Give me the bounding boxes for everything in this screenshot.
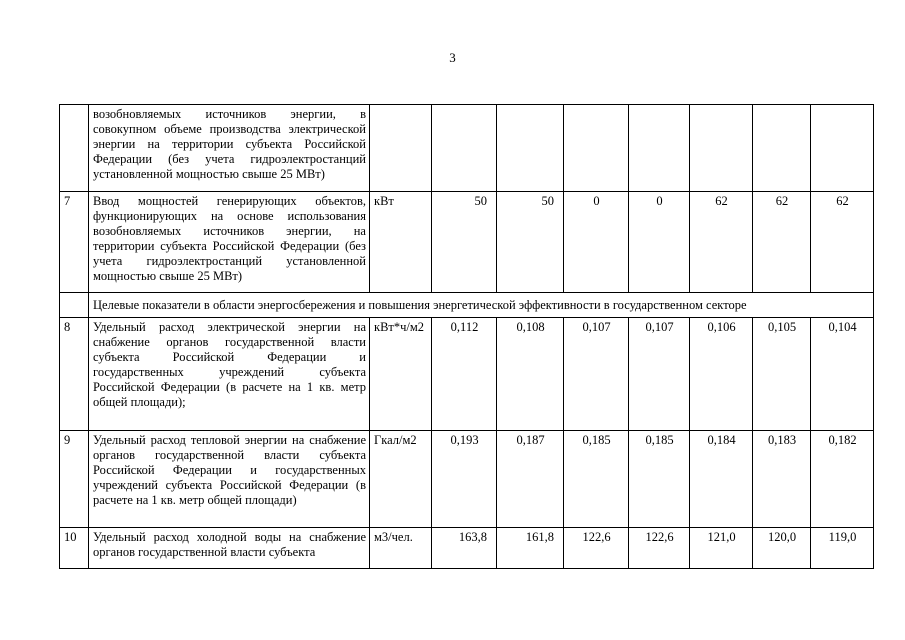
- table-row-9: [60, 431, 874, 528]
- indicator-description: Ввод мощностей генерирующих объектов, функционирующих на основе использования возобновляемых источников энергии, на территории субъекта Российской Федерации (без учета гидроэлектростанций установленной мощностью свыше 25 МВт): [89, 192, 370, 293]
- row-number-cell: 8: [60, 318, 89, 431]
- value-cell: 0,185: [564, 431, 629, 528]
- table-row-8: [60, 318, 874, 431]
- value-cell: 62: [811, 192, 874, 293]
- value-cell: 0,185: [629, 431, 690, 528]
- value-cell: 120,0: [753, 528, 811, 569]
- value-cell: 0,107: [629, 318, 690, 431]
- table-row-continuation: [60, 105, 874, 192]
- row-number-cell: [60, 293, 89, 318]
- page-number: 3: [449, 50, 456, 65]
- value-cell: 50: [432, 192, 497, 293]
- indicator-description: Удельный расход тепловой энергии на снабжение органов государственной власти субъекта Российской Федерации и государственных учреждений субъекта Российской Федерации (в расчете на 1 кв. метр общей площади): [89, 431, 370, 528]
- value-cell: 0,183: [753, 431, 811, 528]
- value-cell: [753, 105, 811, 192]
- value-cell: 50: [497, 192, 564, 293]
- value-cell: 62: [690, 192, 753, 293]
- table-section-row: [60, 293, 874, 318]
- unit-cell: кВт*ч/м2: [370, 318, 432, 431]
- value-cell: 0,108: [497, 318, 564, 431]
- unit-cell: кВт: [370, 192, 432, 293]
- unit-cell: [370, 105, 432, 192]
- value-cell: 121,0: [690, 528, 753, 569]
- unit-cell: м3/чел.: [370, 528, 432, 569]
- value-cell: 163,8: [432, 528, 497, 569]
- section-heading: Целевые показатели в области энергосбережения и повышения энергетической эффективности в государственном секторе: [89, 293, 874, 318]
- indicator-description: Удельный расход холодной воды на снабжение органов государственной власти субъекта: [89, 528, 370, 569]
- value-cell: 119,0: [811, 528, 874, 569]
- value-cell: 122,6: [564, 528, 629, 569]
- table-row-7: [60, 192, 874, 293]
- indicator-description: Удельный расход электрической энергии на снабжение органов государственной власти субъекта Российской Федерации и государственных учреждений субъекта Российской Федерации (в расчете на 1 кв. метр общей площади);: [89, 318, 370, 431]
- value-cell: 0,104: [811, 318, 874, 431]
- value-cell: 0: [629, 192, 690, 293]
- row-number-cell: 7: [60, 192, 89, 293]
- value-cell: 0,182: [811, 431, 874, 528]
- row-number-cell: 10: [60, 528, 89, 569]
- value-cell: [629, 105, 690, 192]
- value-cell: 0,187: [497, 431, 564, 528]
- value-cell: [432, 105, 497, 192]
- indicators-table: [59, 104, 874, 569]
- row-number-cell: 9: [60, 431, 89, 528]
- value-cell: 0: [564, 192, 629, 293]
- indicator-description: возобновляемых источников энергии, в совокупном объеме производства электрической энергии на территории субъекта Российской Федерации (без учета гидроэлектростанций установленной мощностью свыше 25 МВт): [89, 105, 370, 192]
- value-cell: [497, 105, 564, 192]
- row-number-cell: [60, 105, 89, 192]
- value-cell: [564, 105, 629, 192]
- value-cell: 0,106: [690, 318, 753, 431]
- value-cell: [811, 105, 874, 192]
- value-cell: 0,112: [432, 318, 497, 431]
- value-cell: 122,6: [629, 528, 690, 569]
- value-cell: 0,105: [753, 318, 811, 431]
- unit-cell: Гкал/м2: [370, 431, 432, 528]
- value-cell: 0,184: [690, 431, 753, 528]
- value-cell: 62: [753, 192, 811, 293]
- value-cell: 0,107: [564, 318, 629, 431]
- value-cell: [690, 105, 753, 192]
- table-row-10: [60, 528, 874, 569]
- value-cell: 161,8: [497, 528, 564, 569]
- value-cell: 0,193: [432, 431, 497, 528]
